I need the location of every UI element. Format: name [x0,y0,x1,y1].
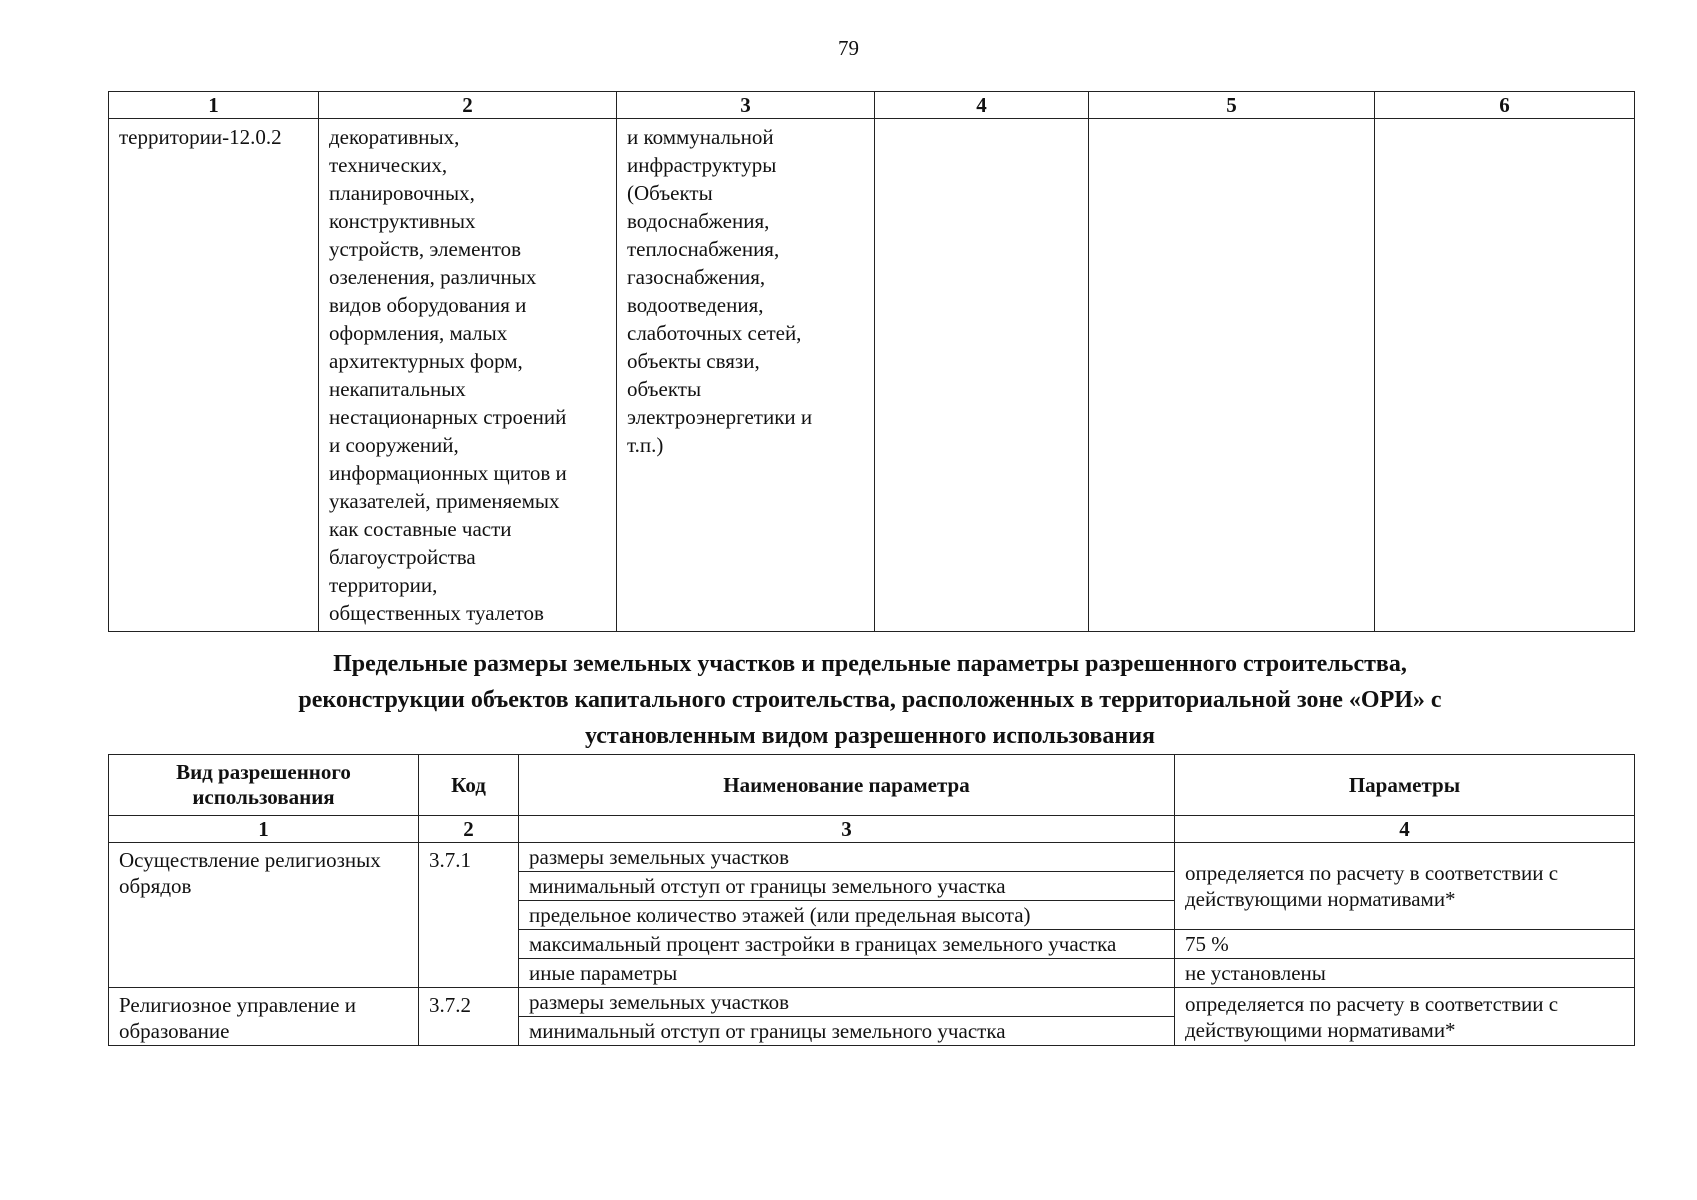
table-row [109,119,1635,632]
column-header: Наименование параметра [519,755,1175,816]
table-cell: и коммунальной инфраструктуры (Объекты водоснабжения, теплоснабжения, газоснабжения, водоотведения, слаботочных сетей, объекты связи, объекты электроэнергетики и т.п.) [617,119,875,632]
use-type-cell: Осуществление религиозных обрядов [109,843,419,988]
page-number: 79 [838,36,859,60]
param-value-cell: определяется по расчету в соответствии с действующими нормативами* [1175,988,1635,1046]
use-code-cell: 3.7.1 [419,843,519,988]
column-number: 1 [109,92,319,119]
table-row [109,988,1635,1017]
param-name-cell: размеры земельных участков [519,988,1175,1017]
param-name-cell: иные параметры [519,959,1175,988]
continued-table [108,91,1635,632]
heading-line: установленным видом разрешенного использования [584,723,1156,749]
table-cell [875,119,1089,632]
param-name-cell: минимальный отступ от границы земельного участка [519,872,1175,901]
column-header: Параметры [1175,755,1635,816]
parameters-table [108,754,1635,1046]
use-type-cell: Религиозное управление и образование [109,988,419,1046]
param-value-cell: не установлены [1175,959,1635,988]
column-number: 3 [519,816,1175,843]
column-number: 1 [109,816,419,843]
param-name-cell: минимальный отступ от границы земельного участка [519,1017,1175,1046]
heading-line: Предельные размеры земельных участков и предельные параметры разрешенного строительства, [333,651,1407,677]
column-header: Вид разрешенного использования [109,755,419,816]
column-number-row [109,816,1635,843]
table-header-row [109,755,1635,816]
use-code-cell: 3.7.2 [419,988,519,1046]
param-name-cell: размеры земельных участков [519,843,1175,872]
column-number: 6 [1375,92,1635,119]
param-name-cell: максимальный процент застройки в границах земельного участка [519,930,1175,959]
param-value-cell: 75 % [1175,930,1635,959]
table-cell: декоративных, технических, планировочных, конструктивных устройств, элементов озеленения, различных видов оборудования и оформления, малых архитектурных форм, некапитальных нестационарных строений и сооружений, информационных щитов и указателей, применяемых как составные части благоустройства территории, общественных туалетов [319,119,617,632]
heading-line: реконструкции объектов капитального строительства, расположенных в территориальной зоне «ОРИ» с [298,687,1442,713]
table-cell [1375,119,1635,632]
column-number: 2 [319,92,617,119]
table-cell [1089,119,1375,632]
column-header: Код [419,755,519,816]
table-header-row [109,92,1635,119]
param-value-cell: определяется по расчету в соответствии с действующими нормативами* [1175,843,1635,930]
section-heading [150,646,1590,754]
column-number: 4 [875,92,1089,119]
table-row [109,843,1635,872]
column-number: 5 [1089,92,1375,119]
column-number: 4 [1175,816,1635,843]
column-number: 2 [419,816,519,843]
column-number: 3 [617,92,875,119]
param-name-cell: предельное количество этажей (или предельная высота) [519,901,1175,930]
table-cell: территории-12.0.2 [109,119,319,632]
